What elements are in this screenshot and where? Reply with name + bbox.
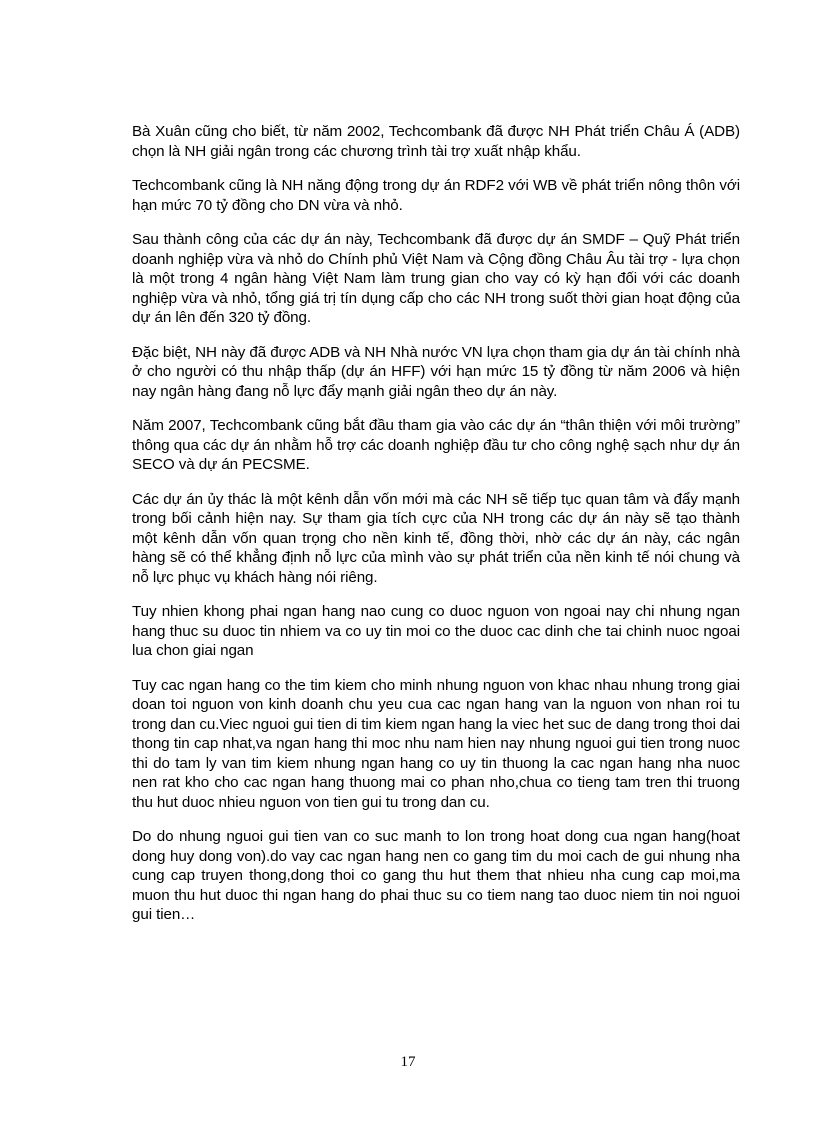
paragraph-deposit-sources: Tuy cac ngan hang co the tim kiem cho minh nhung nguon von khac nhau nhung trong giai doan toi nguon von kinh doanh chu yeu cua cac ngan hang van la nguon von nhan roi tu trong dan cu.Viec nguoi gui tien di tim kiem ngan hang la viec het suc de dang trong thoi dai thong tin cap nhat,va ngan hang thi moc nhu nam hien nay nhung nguoi gui tien trong nuoc thi do tam ly van tim kiem nhung ngan hang co uy tin thuong la cac ngan hang nha nuoc nen rat kho cho cac ngan hang thuong mai co phan nho,chua co tieng tam tren thi truong thu hut duoc nhieu nguon von tien gui tu trong dan cu.	[132, 676, 740, 811]
paragraph-hff-project: Đặc biệt, NH này đã được ADB và NH Nhà nước VN lựa chọn tham gia dự án tài chính nhà ở cho người có thu nhập thấp (dự án HFF) với hạn mức 15 tỷ đồng từ năm 2006 và hiện nay ngân hàng đang nỗ lực đẩy mạnh giải ngân theo dự án này.	[132, 343, 740, 400]
paragraph-rdf2-project: Techcombank cũng là NH năng động trong dự án RDF2 với WB về phát triển nông thôn với hạn mức 70 tỷ đồng cho DN vừa và nhỏ.	[132, 177, 740, 214]
paragraph-depositor-power: Do do nhung nguoi gui tien van co suc manh to lon trong hoat dong cua ngan hang(hoat dong huy dong von).do vay cac ngan hang nen co gang tim du moi cach de gui nhung nha cung cap truyen thong,dong thoi co gang thu hut them that nhieu nha cung cap moi,ma muon thu hut duoc thi ngan hang do phai thuc su co tiem nang tao duoc niem tin noi nguoi gui tien…	[132, 828, 740, 923]
paragraph-adb-disbursement: Bà Xuân cũng cho biết, từ năm 2002, Techcombank đã được NH Phát triển Châu Á (ADB) chọn là NH giải ngân trong các chương trình tài trợ xuất nhập khẩu.	[132, 123, 740, 160]
body-text	[132, 122, 740, 940]
paragraph-smdf-project: Sau thành công của các dự án này, Techcombank đã được dự án SMDF – Quỹ Phát triển doanh nghiệp vừa và nhỏ do Chính phủ Việt Nam và Cộng đồng Châu Âu tài trợ - lựa chọn là một trong 4 ngân hàng Việt Nam làm trung gian cho vay có kỳ hạn đối với các doanh nghiệp vừa và nhỏ, tổng giá trị tín dụng cấp cho các NH trong suốt thời gian hoạt động của dự án lên đến 320 tỷ đồng.	[132, 231, 740, 326]
paragraph-trust-projects: Các dự án ủy thác là một kênh dẫn vốn mới mà các NH sẽ tiếp tục quan tâm và đẩy mạnh trong bối cảnh hiện nay. Sự tham gia tích cực của NH trong các dự án này sẽ tạo thành một kênh dẫn vốn quan trọng cho nền kinh tế, đồng thời, nhờ các dự án này, các ngân hàng sẽ có thể khẳng định nỗ lực của mình vào sự phát triển của nền kinh tế nói chung và nỗ lực phục vụ khách hàng nói riêng.	[132, 490, 740, 586]
page-number: 17	[400, 1054, 416, 1070]
paragraph-green-projects: Năm 2007, Techcombank cũng bắt đầu tham gia vào các dự án “thân thiện với môi trường” thông qua các dự án nhằm hỗ trợ các doanh nghiệp đầu tư cho công nghệ sạch như dự án SECO và dự án PECSME.	[132, 417, 740, 473]
paragraph-foreign-capital: Tuy nhien khong phai ngan hang nao cung co duoc nguon von ngoai nay chi nhung ngan hang thuc su duoc tin nhiem va co uy tin moi co the duoc cac dinh che tai chinh nuoc ngoai lua chon giai ngan	[132, 603, 740, 659]
